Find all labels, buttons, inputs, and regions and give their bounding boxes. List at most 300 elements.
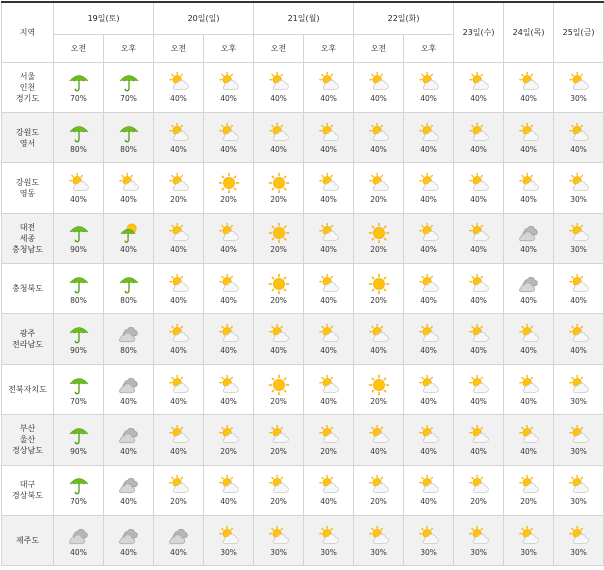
table-row [2, 213, 604, 263]
cloud-icon [118, 525, 140, 547]
forecast-cell [204, 516, 254, 566]
region-cell: 부산 울산 경상남도 [2, 415, 54, 465]
sun-cloud-icon [168, 71, 190, 93]
forecast-cell [54, 516, 104, 566]
forecast-cell [404, 415, 454, 465]
precip-chance: 80% [120, 346, 137, 356]
precip-chance: 20% [270, 396, 287, 406]
forecast-cell [254, 213, 304, 263]
sun-cloud-icon [418, 323, 440, 345]
sun-cloud-icon [568, 172, 590, 194]
forecast-cell [204, 364, 254, 414]
sun-cloud-icon [518, 525, 540, 547]
forecast-cell [454, 62, 504, 112]
forecast-cell [154, 163, 204, 213]
table-row [2, 112, 604, 162]
sun-cloud-icon [418, 474, 440, 496]
region-cell: 대구 경상북도 [2, 465, 54, 515]
forecast-cell [454, 364, 504, 414]
day-header: 19일(토) [54, 2, 154, 34]
sun-cloud-icon [368, 424, 390, 446]
cloud-icon [518, 222, 540, 244]
precip-chance: 40% [220, 346, 237, 356]
precip-chance: 40% [120, 396, 137, 406]
precip-chance: 40% [470, 94, 487, 104]
precip-chance: 40% [120, 245, 137, 255]
umbrella-sun-icon [118, 222, 140, 244]
precip-chance: 40% [320, 295, 337, 305]
sun-icon [368, 273, 390, 295]
precip-chance: 40% [370, 94, 387, 104]
forecast-cell [54, 314, 104, 364]
forecast-cell [104, 314, 154, 364]
precip-chance: 20% [370, 396, 387, 406]
precip-chance: 40% [170, 547, 187, 557]
precip-chance: 40% [170, 94, 187, 104]
precip-chance: 20% [170, 497, 187, 507]
day-header: 22일(화) [354, 2, 454, 34]
precip-chance: 40% [170, 446, 187, 456]
sun-cloud-icon [318, 222, 340, 244]
forecast-cell [354, 465, 404, 515]
forecast-cell [304, 264, 354, 314]
forecast-cell [354, 516, 404, 566]
sun-cloud-icon [68, 172, 90, 194]
forecast-cell [404, 264, 454, 314]
region-cell: 충청북도 [2, 264, 54, 314]
umbrella-icon [118, 71, 140, 93]
precip-chance: 40% [420, 94, 437, 104]
precip-chance: 30% [570, 194, 587, 204]
sun-icon [368, 222, 390, 244]
precip-chance: 20% [370, 194, 387, 204]
precip-chance: 40% [520, 295, 537, 305]
precip-chance: 20% [270, 446, 287, 456]
forecast-cell [554, 213, 604, 263]
sun-cloud-icon [468, 71, 490, 93]
precip-chance: 40% [320, 346, 337, 356]
precip-chance: 20% [170, 194, 187, 204]
precip-chance: 40% [70, 194, 87, 204]
table-row [2, 62, 604, 112]
precip-chance: 40% [520, 94, 537, 104]
sun-icon [268, 222, 290, 244]
precip-chance: 90% [70, 245, 87, 255]
precip-chance: 40% [320, 144, 337, 154]
precip-chance: 40% [470, 194, 487, 204]
sun-cloud-icon [318, 374, 340, 396]
sun-cloud-icon [468, 424, 490, 446]
sun-cloud-icon [568, 222, 590, 244]
forecast-cell [54, 415, 104, 465]
precip-chance: 40% [270, 94, 287, 104]
forecast-cell [404, 62, 454, 112]
sun-cloud-icon [368, 172, 390, 194]
sun-cloud-icon [168, 474, 190, 496]
forecast-cell [504, 314, 554, 364]
forecast-cell [304, 62, 354, 112]
day-header: 24일(목) [504, 2, 554, 62]
precip-chance: 20% [370, 295, 387, 305]
pm-header: 오후 [304, 34, 354, 62]
sun-cloud-icon [118, 172, 140, 194]
precip-chance: 20% [270, 245, 287, 255]
precip-chance: 40% [520, 245, 537, 255]
precip-chance: 40% [370, 144, 387, 154]
forecast-cell [454, 465, 504, 515]
forecast-cell [104, 112, 154, 162]
forecast-cell [54, 264, 104, 314]
precip-chance: 40% [520, 346, 537, 356]
sun-cloud-icon [568, 525, 590, 547]
region-cell: 전북자치도 [2, 364, 54, 414]
cloud-icon [118, 323, 140, 345]
precip-chance: 30% [570, 396, 587, 406]
am-header: 오전 [154, 34, 204, 62]
sun-cloud-icon [318, 71, 340, 93]
sun-cloud-icon [368, 71, 390, 93]
forecast-cell [404, 112, 454, 162]
region-cell: 강원도 영서 [2, 112, 54, 162]
precip-chance: 40% [270, 144, 287, 154]
forecast-cell [254, 264, 304, 314]
sun-cloud-icon [368, 525, 390, 547]
precip-chance: 40% [570, 346, 587, 356]
precip-chance: 40% [470, 446, 487, 456]
day-header: 21일(월) [254, 2, 354, 34]
precip-chance: 40% [320, 94, 337, 104]
sun-cloud-icon [318, 172, 340, 194]
sun-cloud-icon [218, 71, 240, 93]
precip-chance: 40% [270, 346, 287, 356]
forecast-cell [504, 213, 554, 263]
forecast-cell [204, 314, 254, 364]
forecast-cell [154, 62, 204, 112]
cloud-icon [168, 525, 190, 547]
precip-chance: 30% [570, 547, 587, 557]
precip-chance: 90% [70, 446, 87, 456]
sun-cloud-icon [218, 374, 240, 396]
sun-cloud-icon [218, 424, 240, 446]
sun-cloud-icon [468, 222, 490, 244]
sun-cloud-icon [518, 424, 540, 446]
precip-chance: 40% [220, 396, 237, 406]
precip-chance: 40% [170, 396, 187, 406]
forecast-cell [554, 62, 604, 112]
precip-chance: 80% [120, 295, 137, 305]
forecast-cell [504, 62, 554, 112]
sun-cloud-icon [168, 172, 190, 194]
forecast-cell [304, 364, 354, 414]
precip-chance: 40% [220, 94, 237, 104]
umbrella-icon [68, 122, 90, 144]
forecast-cell [104, 62, 154, 112]
precip-chance: 40% [120, 547, 137, 557]
forecast-cell [504, 163, 554, 213]
cloud-icon [118, 374, 140, 396]
sun-cloud-icon [518, 122, 540, 144]
precip-chance: 30% [470, 547, 487, 557]
forecast-cell [554, 163, 604, 213]
precip-chance: 40% [220, 497, 237, 507]
forecast-cell [154, 264, 204, 314]
forecast-cell [404, 465, 454, 515]
forecast-cell [554, 415, 604, 465]
sun-cloud-icon [318, 273, 340, 295]
forecast-cell [154, 465, 204, 515]
precip-chance: 20% [370, 245, 387, 255]
forecast-cell [54, 112, 104, 162]
cloud-icon [68, 525, 90, 547]
forecast-cell [454, 213, 504, 263]
precip-chance: 20% [220, 194, 237, 204]
sun-cloud-icon [468, 323, 490, 345]
precip-chance: 70% [120, 94, 137, 104]
forecast-cell [554, 112, 604, 162]
sun-cloud-icon [468, 122, 490, 144]
sun-cloud-icon [418, 122, 440, 144]
table-row [2, 163, 604, 213]
forecast-cell [404, 213, 454, 263]
sun-cloud-icon [168, 374, 190, 396]
sun-cloud-icon [418, 172, 440, 194]
forecast-cell [254, 465, 304, 515]
sun-cloud-icon [318, 122, 340, 144]
forecast-cell [504, 364, 554, 414]
sun-cloud-icon [318, 323, 340, 345]
forecast-cell [504, 516, 554, 566]
umbrella-icon [68, 71, 90, 93]
forecast-cell [204, 465, 254, 515]
precip-chance: 80% [70, 144, 87, 154]
sun-icon [268, 374, 290, 396]
sun-icon [268, 273, 290, 295]
precip-chance: 40% [420, 144, 437, 154]
sun-cloud-icon [218, 525, 240, 547]
sun-cloud-icon [468, 474, 490, 496]
precip-chance: 20% [270, 295, 287, 305]
sun-cloud-icon [168, 273, 190, 295]
precip-chance: 70% [70, 497, 87, 507]
precip-chance: 40% [220, 144, 237, 154]
sun-icon [368, 374, 390, 396]
precip-chance: 40% [70, 547, 87, 557]
forecast-cell [254, 112, 304, 162]
sun-cloud-icon [268, 424, 290, 446]
forecast-cell [404, 163, 454, 213]
sun-cloud-icon [568, 474, 590, 496]
precip-chance: 40% [320, 497, 337, 507]
precip-chance: 20% [270, 497, 287, 507]
precip-chance: 40% [120, 194, 137, 204]
umbrella-icon [68, 323, 90, 345]
precip-chance: 40% [320, 245, 337, 255]
precip-chance: 40% [570, 144, 587, 154]
forecast-cell [104, 163, 154, 213]
forecast-cell [54, 465, 104, 515]
precip-chance: 80% [120, 144, 137, 154]
precip-chance: 40% [120, 497, 137, 507]
region-header: 지역 [2, 2, 54, 62]
forecast-cell [254, 516, 304, 566]
sun-cloud-icon [218, 222, 240, 244]
precip-chance: 70% [70, 396, 87, 406]
precip-chance: 20% [470, 497, 487, 507]
region-cell: 대전 세종 충청남도 [2, 213, 54, 263]
precip-chance: 40% [320, 194, 337, 204]
precip-chance: 40% [520, 144, 537, 154]
sun-cloud-icon [318, 474, 340, 496]
am-header: 오전 [354, 34, 404, 62]
precip-chance: 40% [420, 346, 437, 356]
forecast-cell [154, 364, 204, 414]
precip-chance: 90% [70, 346, 87, 356]
sun-cloud-icon [468, 374, 490, 396]
forecast-cell [354, 163, 404, 213]
precip-chance: 40% [420, 396, 437, 406]
sun-cloud-icon [168, 122, 190, 144]
sun-cloud-icon [518, 172, 540, 194]
precip-chance: 30% [370, 547, 387, 557]
forecast-cell [54, 213, 104, 263]
sun-cloud-icon [418, 374, 440, 396]
region-cell: 제주도 [2, 516, 54, 566]
table-row [2, 415, 604, 465]
precip-chance: 30% [570, 446, 587, 456]
precip-chance: 40% [420, 446, 437, 456]
precip-chance: 30% [570, 245, 587, 255]
forecast-cell [504, 112, 554, 162]
precip-chance: 40% [170, 144, 187, 154]
forecast-cell [454, 415, 504, 465]
cloud-icon [118, 474, 140, 496]
precip-chance: 40% [520, 446, 537, 456]
forecast-cell [304, 112, 354, 162]
umbrella-icon [118, 273, 140, 295]
sun-cloud-icon [418, 424, 440, 446]
forecast-cell [204, 163, 254, 213]
precip-chance: 40% [470, 144, 487, 154]
sun-cloud-icon [518, 323, 540, 345]
precip-chance: 30% [570, 497, 587, 507]
sun-cloud-icon [418, 525, 440, 547]
umbrella-icon [68, 374, 90, 396]
precip-chance: 40% [320, 396, 337, 406]
forecast-cell [204, 415, 254, 465]
precip-chance: 40% [520, 194, 537, 204]
forecast-cell [104, 213, 154, 263]
sun-cloud-icon [468, 273, 490, 295]
forecast-cell [454, 112, 504, 162]
forecast-cell [304, 415, 354, 465]
forecast-cell [354, 264, 404, 314]
forecast-cell [204, 264, 254, 314]
precip-chance: 20% [370, 497, 387, 507]
forecast-cell [104, 364, 154, 414]
sun-cloud-icon [168, 323, 190, 345]
sun-cloud-icon [468, 525, 490, 547]
forecast-cell [154, 314, 204, 364]
sun-cloud-icon [568, 273, 590, 295]
day-header: 23일(수) [454, 2, 504, 62]
region-cell: 서울 인천 경기도 [2, 62, 54, 112]
pm-header: 오후 [104, 34, 154, 62]
precip-chance: 30% [520, 547, 537, 557]
forecast-cell [454, 163, 504, 213]
umbrella-icon [118, 122, 140, 144]
sun-cloud-icon [318, 424, 340, 446]
sun-cloud-icon [318, 525, 340, 547]
sun-cloud-icon [568, 374, 590, 396]
forecast-cell [154, 213, 204, 263]
sun-cloud-icon [468, 172, 490, 194]
precip-chance: 40% [470, 396, 487, 406]
precip-chance: 40% [420, 295, 437, 305]
am-header: 오전 [54, 34, 104, 62]
pm-header: 오후 [404, 34, 454, 62]
forecast-cell [504, 465, 554, 515]
forecast-cell [404, 516, 454, 566]
forecast-cell [454, 516, 504, 566]
region-cell: 광주 전라남도 [2, 314, 54, 364]
forecast-cell [154, 516, 204, 566]
precip-chance: 40% [420, 245, 437, 255]
region-cell: 강원도 영동 [2, 163, 54, 213]
sun-cloud-icon [218, 323, 240, 345]
sun-cloud-icon [368, 323, 390, 345]
precip-chance: 70% [70, 94, 87, 104]
precip-chance: 40% [220, 245, 237, 255]
forecast-cell [404, 314, 454, 364]
forecast-cell [254, 163, 304, 213]
umbrella-icon [68, 273, 90, 295]
sun-cloud-icon [568, 71, 590, 93]
forecast-cell [204, 213, 254, 263]
forecast-cell [554, 264, 604, 314]
forecast-cell [554, 465, 604, 515]
sun-cloud-icon [218, 122, 240, 144]
sun-cloud-icon [268, 71, 290, 93]
table-row [2, 314, 604, 364]
sun-cloud-icon [268, 323, 290, 345]
sun-cloud-icon [568, 122, 590, 144]
precip-chance: 40% [120, 446, 137, 456]
sun-icon [218, 172, 240, 194]
forecast-cell [354, 112, 404, 162]
forecast-cell [254, 364, 304, 414]
precip-chance: 40% [420, 194, 437, 204]
forecast-cell [104, 465, 154, 515]
table-row [2, 264, 604, 314]
sun-cloud-icon [168, 424, 190, 446]
forecast-cell [354, 415, 404, 465]
forecast-cell [254, 415, 304, 465]
precip-chance: 40% [470, 245, 487, 255]
precip-chance: 40% [520, 396, 537, 406]
precip-chance: 30% [320, 547, 337, 557]
precip-chance: 30% [220, 547, 237, 557]
forecast-cell [254, 62, 304, 112]
precip-chance: 40% [170, 346, 187, 356]
forecast-cell [54, 163, 104, 213]
forecast-cell [304, 314, 354, 364]
sun-cloud-icon [218, 273, 240, 295]
sun-cloud-icon [568, 323, 590, 345]
table-row [2, 364, 604, 414]
sun-cloud-icon [418, 273, 440, 295]
precip-chance: 40% [170, 295, 187, 305]
sun-cloud-icon [518, 71, 540, 93]
